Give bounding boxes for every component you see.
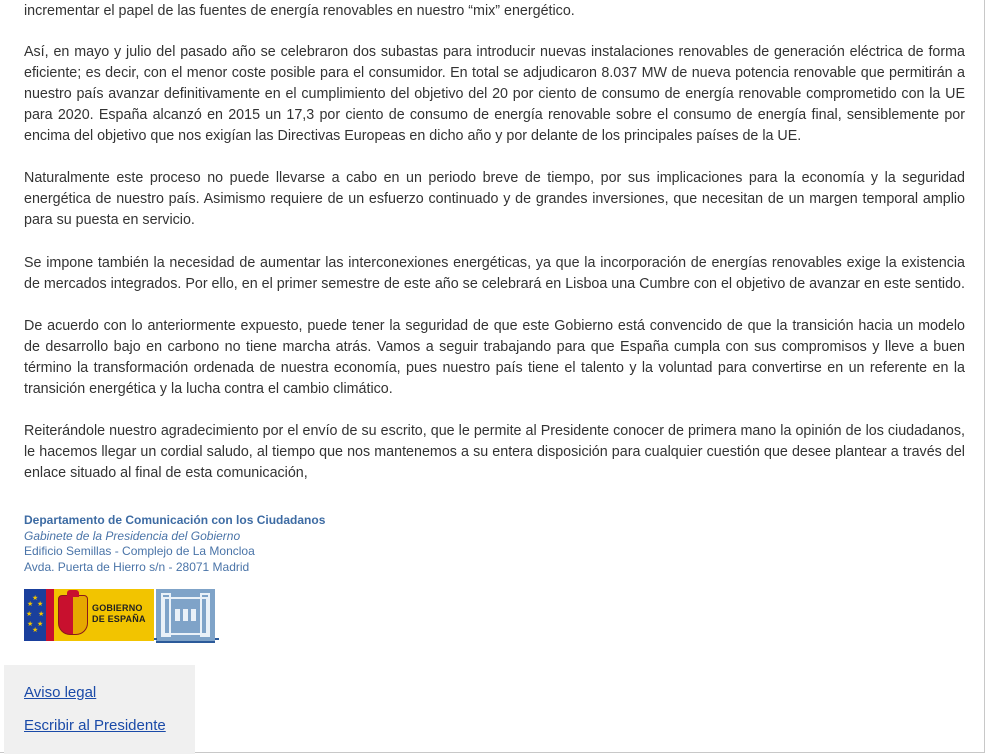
gobierno-espana-text: GOBIERNO DE ESPAÑA [92,603,146,624]
letter-paragraph: Naturalmente este proceso no puede llevarse a cabo en un periodo breve de tiempo, por sus implicaciones para la economía y la seguridad energética de nuestro país. Asimismo requiere de un esfuerzo continuado y de grandes inversiones, que necesitan de un margen temporal amplio para su puesta en servicio. [24,170,965,228]
spain-flag-stripe [46,589,54,641]
letter-paragraph: Así, en mayo y julio del pasado año se celebraron dos subastas para introducir nuevas instalaciones renovables de generación eléctrica de forma eficiente; es decir, con el menor coste posible para el consumidor. En total se adjudicaron 8.037 MW de nueva potencia renovable que permitirán a nuestro país avanzar definitivamente en el cumplimiento del objetivo del 20 por ciento de consumo de energía renovable comprometido con la UE para 2020. España alcanzó en 2015 un 17,3 por ciento de consumo de energía renovable sobre el consumo de energía final, sensiblemente por encima del objetivo que nos exigían las Directivas Europeas en dicho año y por delante de los principales países de la UE. [24,44,965,144]
link-underline [215,638,219,640]
eu-flag-icon: ★ ★ ★ ★ ★ ★ ★ ★ [24,589,46,641]
signature-block [24,513,325,575]
aviso-legal-link[interactable]: Aviso legal [24,684,97,701]
letter-paragraph: De acuerdo con lo anteriormente expuesto, puede tener la seguridad de que este Gobierno está convencido de que la transición hacia un modelo de desarrollo bajo en carbono no tiene marcha atrás. Vamos a seguir trabajando para que España cumpla con sus compromisos y lleve a buen término la transformación ordenada de nuestra economía, pues nuestro país tiene el talento y la voluntad para convertirse en un referente en la transición energética y la lucha contra el cambio climático. [24,318,965,397]
letter-paragraph: Se impone también la necesidad de aumentar las interconexiones energéticas, ya que la incorporación de energías renovables exige la existencia de mercados integrados. Por ello, en el primer semestre de este año se celebrará en Lisboa una Cumbre con el objetivo de avanzar en este sentido. [24,255,965,292]
signature-address: Avda. Puerta de Hierro s/n - 28071 Madrid [24,559,250,574]
coat-of-arms-icon [58,595,88,635]
letter-paragraph: Reiterándole nuestro agradecimiento por el envío de su escrito, que le permite al Presidente conocer de primera mano la opinión de los ciudadanos, le hacemos llegar un cordial saludo, al tiempo que nos mantenemos a su entera disposición para cualquier cuestión que desee plantear a través del enlace situado al final de esta comunicación, [24,423,965,481]
link-underline [154,638,157,640]
escribir-presidente-link[interactable]: Escribir al Presidente [24,717,166,734]
gobierno-espana-logo[interactable] [24,589,154,641]
footer-links-panel [4,665,195,754]
signature-building: Edificio Semillas - Complejo de La Moncloa [24,544,255,558]
moncloa-palace-icon[interactable] [156,589,215,643]
signature-cabinet: Gabinete de la Presidencia del Gobierno [24,528,241,543]
letter-paragraph: incrementar el papel de las fuentes de energía renovables en nuestro “mix” energético. [24,3,575,19]
signature-department: Departamento de Comunicación con los Ciudadanos [24,513,326,527]
